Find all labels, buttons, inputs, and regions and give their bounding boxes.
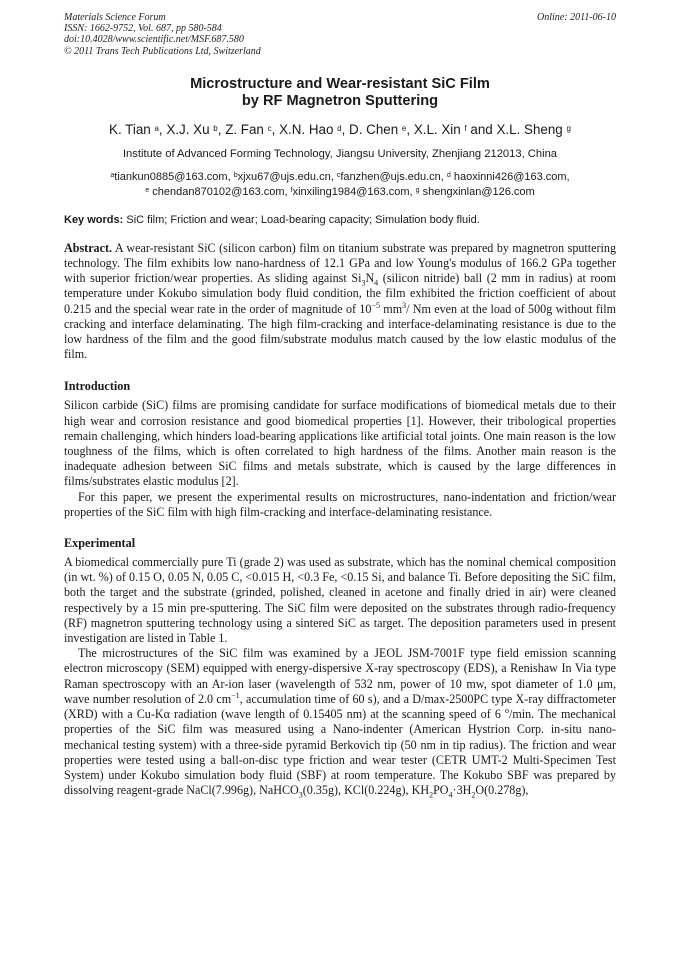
title-line-1: Microstructure and Wear-resistant SiC Film — [190, 75, 490, 92]
experimental-paragraph-1: A biomedical commercially pure Ti (grade 2) was used as substrate, which has the nominal chemical composition (in wt. %) of 0.15 O, 0.05 N, 0.05 C, <0.015 H, <0.3 Fe, <0.15 Si, and balance Ti. Before depositing the SiC film, both the target and the substrate (grinded, polished, cleaned in acetone and finally dried in air) were cleaned respectively by a 15 min pre-sputtering. The SiC film were deposited on the substrates through radio-frequency (RF) magnetron sputtering technology using a sintered SiC as target. The deposition parameters used in present investigation are listed in Table 1. — [64, 555, 616, 646]
experimental-sub: 2 — [429, 790, 434, 800]
doi-line: doi:10.4028/www.scientific.net/MSF.687.580 — [64, 34, 244, 46]
experimental-sub: 2 — [471, 790, 476, 800]
abstract — [64, 241, 616, 363]
abstract-sup: −5 — [371, 300, 380, 310]
author-affiliation-mark: d — [337, 123, 342, 133]
issn-line: ISSN: 1662-9752, Vol. 687, pp 580-584 — [64, 23, 222, 35]
affiliation: Institute of Advanced Forming Technology, Jiangsu University, Zhenjiang 212013, China — [122, 147, 558, 160]
email-address: shengxinlan@126.com — [419, 185, 535, 198]
experimental-paragraph-2 — [64, 646, 616, 798]
abstract-text: (silicon nitride) ball (2 mm in radius) at room temperature under Kokubo simulation body fluid condition, the film exhibited the friction coefficient of about 0.215 and the special wear rate in the order of magnitude of 10 — [64, 271, 616, 316]
experimental-text: O(0.278g), — [475, 783, 529, 798]
email-address: xjxu67@ujs.edu.cn, — [237, 170, 337, 183]
online-date: Online: 2011-06-10 — [537, 12, 616, 23]
abstract-text: / Nm even at the load of 500g without film cracking and interface delaminating. The high film-cracking and interface-delaminating resistance is due to the low hardness of the film and the good film/substrate modulus match caused by the low elastic modulus of the film. — [64, 301, 616, 362]
copyright-line: © 2011 Trans Tech Publications Ltd, Switzerland — [64, 45, 261, 57]
experimental-sup: −1 — [231, 690, 240, 700]
author-name: X.L. Sheng — [496, 121, 563, 137]
abstract-text: A wear-resistant SiC (silicon carbon) film on titanium substrate was prepared by magnetron sputtering technology. The film exhibits low nano-hardness of 12.1 GPa and low Young's modulus of 166.2 GPa together with superior friction/wear properties. As sliding against Si — [64, 240, 616, 286]
experimental-text: /min. The mechanical properties of the SiC film was measured using a Nano-indenter (American Hystrion Corp. in-situ nano-mechanical testing system) with a three-side pyramid Berkovich tip (50 nm in tip radius). The friction and wear properties were tested using a ball-on-disc type friction and wear tester (CETR UMT-2 Multi-Specimen Test System) under Kokubo simulation body fluid (SBF) at room temperature. The Kokubo SBF was prepared by dissolving reagent-grade NaCl(7.996g), NaHCO — [64, 707, 617, 798]
experimental-text: PO — [433, 783, 449, 798]
email-line-1 — [64, 170, 616, 185]
email-list — [64, 170, 616, 200]
email-mark: c — [336, 171, 341, 179]
experimental-text: (0.35g), KCl(0.224g), KH — [302, 783, 430, 798]
email-address: fanzhen@ujs.edu.cn, — [340, 170, 447, 183]
experimental-text: The microstructures of the SiC film was examined by a JEOL JSM-7001F type field emission scanning electron microscopy (SEM) equipped with energy-dispersive X-ray spectroscopy (EDS), a Renishaw In Via type Raman spectroscopy with an Ar-ion laser (wavelength of 532 nm, power of 10 mw, spot diameter of 1.0 μm, wave number resolution of 2.0 cm — [64, 646, 616, 706]
author-name: D. Chen — [349, 121, 399, 137]
email-address: chendan870102@163.com, — [149, 185, 291, 198]
abstract-text: mm — [379, 301, 403, 316]
experimental-sub: 3 — [298, 790, 303, 800]
author-affiliation-mark: b — [213, 123, 218, 133]
email-address: xinxiling1984@163.com, — [292, 185, 416, 198]
introduction-paragraph-2: For this paper, we present the experimental results on microstructures, nano-indentation and friction/wear properties of the SiC film with high film-cracking and interface-delaminating resistance. — [64, 489, 616, 519]
keywords — [64, 213, 616, 227]
author-affiliation-mark: a — [154, 123, 159, 133]
author-name: Z. Fan — [225, 121, 264, 137]
author-name: X.J. Xu — [166, 121, 210, 137]
email-line-2 — [64, 185, 616, 200]
email-address: tiankun0885@163.com, — [114, 170, 234, 183]
experimental-heading: Experimental — [64, 536, 136, 551]
journal-name: Materials Science Forum — [64, 12, 166, 23]
author-affiliation-mark: g — [566, 123, 571, 133]
author-name: K. Tian — [109, 121, 151, 137]
email-mark: g — [415, 186, 420, 194]
paper-page — [64, 12, 616, 798]
journal-header — [64, 12, 616, 57]
author-name: X.L. Xin — [413, 121, 461, 137]
abstract-text: N — [365, 271, 375, 286]
email-mark: f — [290, 186, 293, 194]
email-mark: e — [145, 186, 150, 194]
email-mark: a — [110, 171, 115, 179]
email-mark: b — [233, 171, 238, 179]
experimental-sub: 4 — [448, 790, 453, 800]
experimental-sup: o — [504, 706, 509, 716]
author-separator: , — [406, 121, 414, 137]
author-separator: , — [217, 121, 226, 137]
email-mark: d — [446, 171, 451, 179]
paper-title — [64, 76, 616, 110]
author-separator: , — [158, 121, 167, 137]
author-separator: , — [341, 121, 350, 137]
abstract-sup: 3 — [402, 300, 407, 310]
email-address: haoxinni426@163.com, — [450, 170, 570, 183]
author-separator: and — [466, 121, 497, 137]
keywords-label: Key words: — [64, 213, 124, 226]
abstract-sub: 4 — [374, 278, 379, 288]
introduction-paragraph-1: Silicon carbide (SiC) films are promising candidate for surface modifications of biomedical metals due to their high wear and corrosion resistance and good biomedical properties [1]. However, their tribological properties remain challenging, which hinders load-bearing applications like artificial total joints. One main reason is the low toughness of the films, which is often correlated to high hardness of the films. Another main reason is the inadequate adhesion between SiC films and metals substrate, which is caused by the large differences in films/substrates elastic modulus [2]. — [64, 398, 616, 489]
author-affiliation-mark: f — [464, 123, 467, 133]
introduction-heading: Introduction — [64, 379, 131, 394]
keywords-text: SiC film; Friction and wear; Load-bearing capacity; Simulation body fluid. — [123, 213, 480, 226]
experimental-text: , accumulation time of 60 s), and a D/max-2500PC type X-ray diffractometer (XRD) with a Cu-Kα radiation (wave length of 0.15405 nm) at the scanning speed of 6 — [64, 691, 616, 722]
author-affiliation-mark: e — [401, 123, 407, 133]
title-line-2: by RF Magnetron Sputtering — [241, 92, 439, 109]
experimental-text: ·3H — [452, 783, 472, 798]
author-list — [64, 122, 616, 138]
abstract-sub: 3 — [361, 278, 366, 288]
abstract-label: Abstract. — [64, 240, 113, 255]
author-separator: , — [271, 121, 280, 137]
author-name: X.N. Hao — [279, 121, 334, 137]
author-affiliation-mark: c — [267, 123, 272, 133]
